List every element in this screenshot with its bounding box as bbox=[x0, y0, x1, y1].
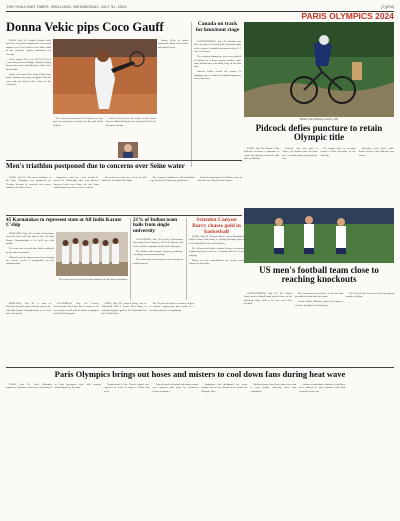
hoses-para-1: PARIS, July 30: Paris Olympics organisers deployed water hoses and misters to help spectators cope with soaring temperatures on Tuesday. bbox=[6, 383, 101, 390]
pidcock-para-3: He fought back to overtake France's Victor Koretzky on the final lap. bbox=[320, 147, 356, 157]
seine-para-3: The swim leg of the race was to be held under the Alexandre III bridge. bbox=[101, 176, 147, 183]
karate-para-2: The team was selected after trials conducted by the state association. bbox=[6, 247, 54, 254]
hoses-headline: Paris Olympics brings out hoses and misters to cool down fans during heat wave bbox=[54, 369, 346, 379]
canyon-body bbox=[189, 235, 244, 300]
team-para-2: The athletes will compete in hockey, athletics, wrestling, boxing and shooting. bbox=[133, 249, 183, 257]
divider-canyon bbox=[186, 218, 187, 300]
team-para-3: The university has announced cash awards for medal winners. bbox=[133, 258, 183, 265]
pidcock-body bbox=[244, 147, 394, 207]
vekic-para-4: The American had won the US Open last year and was among the favourites for the gold medal in Paris. bbox=[53, 117, 103, 127]
canyon-para-1: PARIS, July 30: Canyon Barry, son of Basketball Hall of Famer Rick Barry, is chasing Olympic gold in 3x3 basketball for the United States. bbox=[189, 235, 244, 245]
vekic-para-2: Vekic, ranked 21st, won 7-6 (9-7) 6-2 on a sun-soaked Court Philippe Chatrier, hitting deep returns and controlling the rallies from the baseline. bbox=[6, 57, 51, 71]
seine-body bbox=[6, 176, 242, 213]
karate-para-2b: The team was selected after trials conducted by the state association. bbox=[59, 278, 128, 281]
us-team-para-3: Coach Marko Mitrovic praised his players for their discipline and finishing. bbox=[295, 300, 343, 307]
karate-body-3 bbox=[6, 302, 242, 362]
pidcock-headline: Pidcock defies puncture to retain Olympic title bbox=[255, 123, 383, 143]
vekic-headline: Donna Vekic pips Coco Gauff bbox=[6, 20, 164, 34]
us-team-photo bbox=[244, 208, 394, 263]
rule-hoses-top bbox=[6, 367, 394, 368]
karate-headline: 45 Karnatakas to represent state at All India Karate C'ship bbox=[6, 217, 122, 229]
pidcock-para-1: PARIS, July 30: Britain's Tom Pidcock overcame a puncture to retain his Olympic mountain bike title on Monday. bbox=[244, 147, 280, 161]
canyon-headline: Scientist Canyon Barry chases gold in basketball bbox=[192, 217, 241, 235]
vekic-para-1: PARIS, July 30: Croatia's Donna Vekic held off a second-set fightback to stun world number two Coco Gauff in the third round of the Olympic singles tournament on Tuesday. bbox=[6, 39, 51, 56]
seine-headline: Men's triathlon postponed due to concerns over Seine water bbox=[6, 162, 185, 170]
vekic-body-col1 bbox=[6, 39, 51, 149]
karate-para-3: Officials said the players have been training for several weeks in preparation for the championship. bbox=[6, 255, 54, 266]
seine-para-1: PARIS, July 30: The men's triathlon at the Paris Olympics was postponed on Tuesday because of concerns over water quality in the River Seine. bbox=[6, 176, 51, 190]
page-header bbox=[6, 4, 394, 11]
vekic-photo bbox=[53, 39, 157, 114]
hoses-para-5: Medical teams have been placed on alert to treat people suffering from heat exhaustion. bbox=[250, 383, 297, 393]
canyon-para-2: The 30-year-old holds a master's degree in nuclear engineering and works as a scientist when he is not playing. bbox=[189, 246, 244, 257]
us-team-body bbox=[244, 292, 394, 367]
divider-canada bbox=[191, 22, 192, 167]
canada-para-1: SAINT-ETIENNE, July 30: Canada kept alive its hopes of reaching the knockout stage of the women's football tournament with a 2-1 win over France. bbox=[194, 40, 241, 54]
team-headline: 21% of Indian team hails from single university bbox=[133, 217, 178, 234]
rule-seine-top bbox=[6, 160, 242, 161]
vekic-para-3: Gauff, who carried the United States flag at the opening ceremony, struggled with her serve and was broken three times in the second set. bbox=[6, 72, 51, 87]
pidcock-para-2: Pidcock, who won gold in Tokyo, fell behind after his front tyre went flat midway through the race. bbox=[282, 147, 318, 161]
us-team-para-1: SAINT-ETIENNE, July 30: The United States men's football team moved closer to the knockout stage with a 3-0 win over New Zealand. bbox=[244, 292, 292, 306]
page-number: (7)(EN) bbox=[380, 4, 394, 9]
canada-para-3: Vanessa Gilles scored the winner in stoppage time to send the Canadian supporters into celebration. bbox=[194, 70, 241, 81]
team-para-1: JALANDHAR, July 30: Lovely Professional University has as many as 24 of its athletes and staff in India's contingent at the Paris Olympics. bbox=[133, 238, 183, 248]
pidcock-photo bbox=[244, 22, 394, 117]
karate-para-1: SHILLONG, July 30: A team of karatekas from the state will take part in the All India Karate Championship to be held later this month. bbox=[6, 232, 54, 246]
seine-para-2: Organisers said the event would be moved to Wednesday after tests showed bacteria levels were above the safe limit following heavy rain over the weekend. bbox=[53, 176, 99, 190]
rule-karate-top bbox=[6, 215, 242, 216]
masthead-text: THE SHILLONG TIMES, SHILLONG, WEDNESDAY, JULY 31, 2024 bbox=[6, 4, 127, 9]
pidcock-caption: Britain's Tom Pidcock in action. (AP) bbox=[299, 118, 339, 121]
seine-para-5: Paris has spent about 1.4 billion euros to clean the river ahead of the Games. bbox=[197, 176, 242, 183]
hoses-para-2: Temperatures in the French capital were expected to reach 35 degrees Celsius this week. bbox=[103, 383, 150, 393]
divider-team bbox=[130, 218, 131, 300]
canada-body bbox=[194, 40, 241, 168]
karate-photo bbox=[56, 232, 128, 276]
vekic-inset-photo bbox=[118, 142, 138, 158]
canyon-para-3: Barry uses the underhanded free throw made famous by his father. bbox=[189, 258, 244, 266]
karate-para-1b: SHILLONG, July 30: A team of karatekas from the state will take part in the All India Karate Championship to be held later this month. bbox=[6, 302, 51, 316]
us-team-headline: US men's football team close to reaching knockouts bbox=[259, 265, 379, 285]
vekic-body-col4 bbox=[158, 39, 188, 159]
vekic-body-col2 bbox=[53, 117, 103, 155]
team-para-1b: JALANDHAR, July 30: Lovely Professional University has as many as 24 of its athletes and staff in India's contingent at the Paris Olympics. bbox=[53, 302, 99, 316]
us-team-para-4: The US will face Guinea in their final group match on Friday. bbox=[346, 292, 394, 299]
vekic-caption: Donna Vekic in action during the third round match at Roland Garros. bbox=[158, 39, 188, 49]
hoses-para-3: Fans at beach volleyball and tennis venues were sprayed with water by volunteers between matches. bbox=[152, 383, 199, 393]
karate-body bbox=[6, 232, 54, 300]
canada-para-2: The reigning champions, who were docked six points for a drone spying scandal, came from behind after conceding early in the first half. bbox=[194, 55, 241, 69]
hoses-para-6: Athletes competing in outdoor events have been advised to stay hydrated and limit exposure to the sun. bbox=[299, 383, 346, 393]
pidcock-para-4: Koretzky took silver while South Africa's Alan Hatherly won bronze. bbox=[358, 147, 394, 157]
canada-headline: Canada on track for knockout stage bbox=[195, 21, 240, 33]
section-label: PARIS OLYMPICS 2024 bbox=[301, 11, 394, 21]
vekic-para-5: Vekic will next face the winner of the match between Marta Kostyuk and Angelique Kerber in the quarter-finals. bbox=[106, 117, 156, 127]
hoses-para-4: Organisers also distributed free water bottles and set up shaded areas across the Olympic sites. bbox=[201, 383, 248, 393]
hoses-body bbox=[6, 383, 394, 516]
canyon-para-1b: PARIS, July 30: Canyon Barry, son of Basketball Hall of Famer Rick Barry, is chasing Olympic gold in 3x3 basketball for the United States. bbox=[101, 302, 147, 316]
us-team-para-2: The Americans scored twice in the first half and added a third after the break. bbox=[295, 292, 343, 299]
seine-para-4: The women's triathlon is still scheduled to go ahead on Wednesday as planned. bbox=[149, 176, 195, 183]
canyon-para-2b: The 30-year-old holds a master's degree in nuclear engineering and works as a scientist when he is not playing. bbox=[149, 302, 195, 312]
karate-body-2 bbox=[56, 278, 128, 300]
team-body bbox=[133, 238, 183, 300]
